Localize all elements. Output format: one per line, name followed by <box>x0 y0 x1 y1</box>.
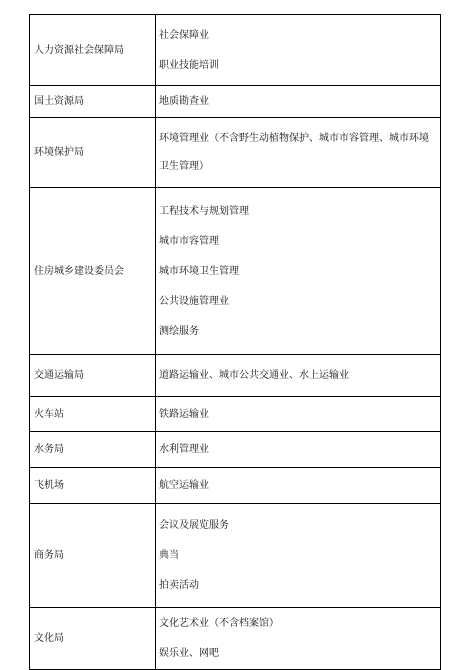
industry-item: 航空运输业 <box>159 480 209 491</box>
industry-item: 水利管理业 <box>159 444 209 455</box>
industry-item: 社会保障业 <box>159 29 209 41</box>
table-row <box>30 432 441 468</box>
table-row <box>30 15 441 86</box>
department-cell: 火车站 <box>30 397 156 432</box>
industry-cell <box>156 15 441 86</box>
department-cell: 商务局 <box>30 504 156 608</box>
table-row <box>30 86 441 118</box>
department-cell: 交通运输局 <box>30 355 156 397</box>
department-industry-table <box>29 14 441 670</box>
department-cell: 人力资源社会保障局 <box>30 15 156 86</box>
industry-item: 铁路运输业 <box>159 408 209 420</box>
table-row <box>30 608 441 670</box>
table-row <box>30 397 441 432</box>
department-cell: 国土资源局 <box>30 86 156 118</box>
industry-cell <box>156 504 441 608</box>
industry-cell <box>156 432 441 468</box>
table-row <box>30 468 441 504</box>
industry-item: 环境管理业（不含野生动植物保护、城市市容管理、城市环境卫生管理） <box>159 132 429 172</box>
department-cell: 住房城乡建设委员会 <box>30 188 156 355</box>
industry-cell <box>156 355 441 397</box>
industry-item: 拍卖活动 <box>159 580 199 591</box>
industry-cell <box>156 188 441 355</box>
industry-cell <box>156 86 441 118</box>
industry-item: 测绘服务 <box>159 325 199 337</box>
industry-item: 会议及展览服务 <box>159 520 229 531</box>
table-row <box>30 355 441 397</box>
industry-item: 典当 <box>159 550 179 561</box>
industry-item: 文化艺术业（不含档案馆） <box>159 618 279 629</box>
industry-cell <box>156 118 441 188</box>
department-cell: 环境保护局 <box>30 118 156 188</box>
table-row <box>30 188 441 355</box>
industry-cell <box>156 468 441 504</box>
industry-item: 娱乐业、网吧 <box>159 648 219 659</box>
industry-item: 道路运输业、城市公共交通业、水上运输业 <box>159 370 349 381</box>
industry-item: 工程技术与规划管理 <box>159 205 249 217</box>
industry-cell <box>156 608 441 670</box>
department-cell: 水务局 <box>30 432 156 468</box>
industry-item: 城市市容管理 <box>159 235 219 247</box>
industry-item: 城市环境卫生管理 <box>159 265 239 277</box>
department-cell: 飞机场 <box>30 468 156 504</box>
department-cell: 文化局 <box>30 608 156 670</box>
table-row <box>30 118 441 188</box>
industry-cell <box>156 397 441 432</box>
industry-item: 职业技能培训 <box>159 59 219 71</box>
industry-item: 公共设施管理业 <box>159 295 229 307</box>
industry-item: 地质勘查业 <box>159 96 209 107</box>
table-row <box>30 504 441 608</box>
